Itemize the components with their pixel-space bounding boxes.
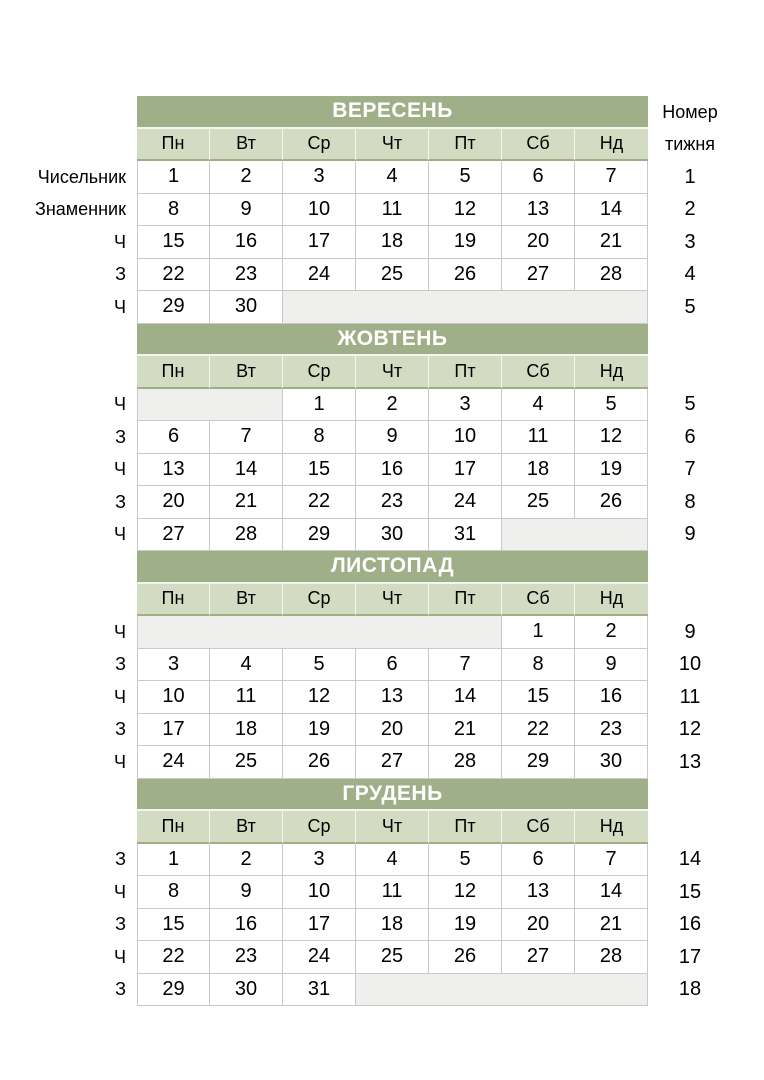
day-header-row	[0, 129, 764, 162]
date-cell: 5	[429, 844, 502, 877]
date-cell: 4	[356, 161, 429, 194]
date-cell: 1	[283, 389, 356, 422]
date-cell: 29	[137, 291, 210, 324]
row-type-label: З	[115, 426, 126, 447]
date-cell: 2	[575, 616, 648, 649]
row-type-label: Ч	[114, 296, 126, 317]
day-header-cell: Чт	[356, 129, 429, 162]
date-cell: 8	[137, 876, 210, 909]
date-cell: 23	[210, 941, 283, 974]
month-title: ВЕРЕСЕНЬ	[137, 96, 648, 129]
row-type-label: З	[115, 491, 126, 512]
date-cell: 11	[356, 876, 429, 909]
date-cell: 16	[210, 226, 283, 259]
week-row	[0, 844, 764, 877]
date-cell: 17	[283, 909, 356, 942]
month-title: ГРУДЕНЬ	[137, 779, 648, 812]
date-cell: 22	[137, 259, 210, 292]
row-type-label: Чисельник	[37, 166, 126, 187]
week-row	[0, 616, 764, 649]
week-row	[0, 161, 764, 194]
week-row	[0, 454, 764, 487]
date-cell: 16	[575, 681, 648, 714]
week-row	[0, 421, 764, 454]
date-cell: 29	[137, 974, 210, 1007]
week-row	[0, 876, 764, 909]
day-header-cell: Чт	[356, 584, 429, 617]
row-type-label: Ч	[114, 524, 126, 545]
date-cell	[356, 291, 429, 324]
day-header-cell: Сб	[502, 584, 575, 617]
day-header-cell: Пт	[429, 129, 502, 162]
date-cell	[283, 616, 356, 649]
day-header-cell: Сб	[502, 356, 575, 389]
date-cell	[575, 291, 648, 324]
date-cell: 14	[210, 454, 283, 487]
date-cell: 7	[575, 161, 648, 194]
date-cell: 20	[137, 486, 210, 519]
date-cell	[210, 616, 283, 649]
date-cell: 25	[356, 259, 429, 292]
date-cell: 16	[210, 909, 283, 942]
week-row	[0, 226, 764, 259]
date-cell: 3	[137, 649, 210, 682]
week-row	[0, 941, 764, 974]
day-header-cell: Нд	[575, 811, 648, 844]
date-cell: 12	[429, 876, 502, 909]
date-cell: 11	[356, 194, 429, 227]
date-cell: 17	[137, 714, 210, 747]
date-cell	[356, 974, 429, 1007]
day-header-cell: Сб	[502, 811, 575, 844]
date-cell	[575, 974, 648, 1007]
date-cell: 1	[137, 844, 210, 877]
date-cell: 30	[575, 746, 648, 779]
week-column-header-line1: Номер	[662, 101, 718, 122]
month-header-row	[0, 96, 764, 129]
date-cell: 13	[502, 194, 575, 227]
row-type-label: З	[115, 914, 126, 935]
week-row	[0, 714, 764, 747]
week-row	[0, 259, 764, 292]
date-cell	[137, 389, 210, 422]
week-number: 16	[678, 913, 702, 936]
week-row	[0, 291, 764, 324]
date-cell: 9	[356, 421, 429, 454]
week-number: 4	[684, 263, 696, 286]
week-number: 5	[684, 393, 696, 416]
date-cell: 23	[356, 486, 429, 519]
date-cell: 1	[137, 161, 210, 194]
date-cell: 8	[283, 421, 356, 454]
month-header-row	[0, 324, 764, 357]
month-block-1	[0, 96, 764, 324]
week-number: 8	[684, 490, 696, 513]
date-cell: 6	[137, 421, 210, 454]
month-title: ЖОВТЕНЬ	[137, 324, 648, 357]
date-cell: 19	[575, 454, 648, 487]
month-block-3	[0, 551, 764, 779]
month-header-row	[0, 779, 764, 812]
date-cell: 24	[429, 486, 502, 519]
date-cell: 18	[502, 454, 575, 487]
date-cell: 21	[429, 714, 502, 747]
date-cell: 19	[429, 226, 502, 259]
date-cell: 13	[137, 454, 210, 487]
date-cell: 18	[356, 226, 429, 259]
week-row	[0, 681, 764, 714]
date-cell: 23	[575, 714, 648, 747]
date-cell: 15	[283, 454, 356, 487]
day-header-cell: Нд	[575, 129, 648, 162]
row-type-label: З	[115, 264, 126, 285]
row-type-label: Ч	[114, 394, 126, 415]
week-number: 14	[678, 848, 702, 871]
date-cell: 8	[502, 649, 575, 682]
week-column-header-line2: тижня	[664, 134, 716, 155]
week-number: 11	[679, 685, 701, 708]
date-cell	[210, 389, 283, 422]
date-cell: 30	[210, 291, 283, 324]
date-cell: 29	[283, 519, 356, 552]
date-cell: 24	[283, 941, 356, 974]
date-cell	[502, 519, 575, 552]
week-number: 5	[684, 295, 696, 318]
date-cell: 26	[283, 746, 356, 779]
row-type-label: З	[115, 654, 126, 675]
row-type-label: Ч	[114, 621, 126, 642]
date-cell: 31	[429, 519, 502, 552]
date-cell: 22	[502, 714, 575, 747]
date-cell: 10	[137, 681, 210, 714]
row-type-label: Ч	[114, 946, 126, 967]
month-block-4	[0, 779, 764, 1007]
day-header-row	[0, 584, 764, 617]
month-title: ЛИСТОПАД	[137, 551, 648, 584]
month-header-row	[0, 551, 764, 584]
date-cell: 17	[283, 226, 356, 259]
date-cell: 13	[502, 876, 575, 909]
date-cell: 28	[575, 259, 648, 292]
date-cell: 8	[137, 194, 210, 227]
date-cell: 10	[283, 876, 356, 909]
week-number: 9	[684, 620, 696, 643]
calendar-table	[0, 96, 764, 1006]
week-number: 7	[684, 458, 696, 481]
date-cell: 5	[429, 161, 502, 194]
date-cell: 10	[283, 194, 356, 227]
date-cell: 27	[356, 746, 429, 779]
row-type-label: Ч	[114, 751, 126, 772]
day-header-cell: Пн	[137, 356, 210, 389]
week-row	[0, 746, 764, 779]
date-cell: 21	[575, 226, 648, 259]
date-cell	[429, 616, 502, 649]
date-cell	[575, 519, 648, 552]
day-header-row	[0, 811, 764, 844]
day-header-cell: Ср	[283, 811, 356, 844]
date-cell	[356, 616, 429, 649]
date-cell: 6	[502, 161, 575, 194]
date-cell: 18	[210, 714, 283, 747]
date-cell: 22	[137, 941, 210, 974]
week-number: 2	[684, 198, 696, 221]
date-cell: 30	[210, 974, 283, 1007]
date-cell: 5	[575, 389, 648, 422]
month-block-2	[0, 324, 764, 552]
date-cell: 27	[137, 519, 210, 552]
date-cell: 3	[283, 844, 356, 877]
date-cell: 26	[429, 259, 502, 292]
date-cell: 19	[283, 714, 356, 747]
date-cell: 4	[356, 844, 429, 877]
date-cell: 28	[210, 519, 283, 552]
date-cell: 6	[356, 649, 429, 682]
date-cell: 29	[502, 746, 575, 779]
day-header-cell: Вт	[210, 129, 283, 162]
date-cell: 15	[137, 909, 210, 942]
date-cell: 17	[429, 454, 502, 487]
week-row	[0, 974, 764, 1007]
date-cell: 12	[575, 421, 648, 454]
row-type-label: Ч	[114, 231, 126, 252]
day-header-cell: Вт	[210, 584, 283, 617]
week-row	[0, 519, 764, 552]
row-type-label: Знаменник	[34, 199, 126, 220]
week-row	[0, 486, 764, 519]
day-header-cell: Пт	[429, 356, 502, 389]
date-cell: 2	[356, 389, 429, 422]
date-cell: 19	[429, 909, 502, 942]
date-cell: 11	[210, 681, 283, 714]
date-cell: 10	[429, 421, 502, 454]
week-number: 9	[684, 523, 696, 546]
day-header-cell: Пт	[429, 811, 502, 844]
date-cell: 4	[210, 649, 283, 682]
row-type-label: З	[115, 849, 126, 870]
date-cell: 25	[502, 486, 575, 519]
day-header-row	[0, 356, 764, 389]
date-cell: 22	[283, 486, 356, 519]
date-cell: 3	[429, 389, 502, 422]
date-cell: 27	[502, 941, 575, 974]
date-cell: 7	[575, 844, 648, 877]
day-header-cell: Нд	[575, 356, 648, 389]
date-cell	[502, 291, 575, 324]
date-cell: 1	[502, 616, 575, 649]
date-cell: 14	[575, 876, 648, 909]
date-cell: 25	[356, 941, 429, 974]
date-cell: 9	[210, 194, 283, 227]
week-number: 3	[684, 230, 696, 253]
date-cell: 13	[356, 681, 429, 714]
date-cell: 7	[210, 421, 283, 454]
date-cell: 28	[429, 746, 502, 779]
date-cell	[283, 291, 356, 324]
date-cell: 26	[575, 486, 648, 519]
week-number: 17	[678, 945, 702, 968]
week-number: 10	[678, 653, 702, 676]
day-header-cell: Вт	[210, 356, 283, 389]
day-header-cell: Ср	[283, 356, 356, 389]
date-cell: 26	[429, 941, 502, 974]
date-cell: 12	[429, 194, 502, 227]
date-cell: 9	[210, 876, 283, 909]
week-number: 15	[678, 880, 702, 903]
date-cell: 21	[575, 909, 648, 942]
date-cell: 21	[210, 486, 283, 519]
date-cell: 30	[356, 519, 429, 552]
week-row	[0, 389, 764, 422]
week-row	[0, 909, 764, 942]
week-number: 18	[678, 978, 702, 1001]
date-cell: 31	[283, 974, 356, 1007]
row-type-label: З	[115, 979, 126, 1000]
date-cell: 24	[283, 259, 356, 292]
date-cell: 14	[429, 681, 502, 714]
date-cell: 23	[210, 259, 283, 292]
day-header-cell: Пн	[137, 811, 210, 844]
week-row	[0, 649, 764, 682]
date-cell: 15	[137, 226, 210, 259]
day-header-cell: Чт	[356, 811, 429, 844]
date-cell: 7	[429, 649, 502, 682]
date-cell: 24	[137, 746, 210, 779]
day-header-cell: Нд	[575, 584, 648, 617]
date-cell: 20	[356, 714, 429, 747]
row-type-label: Ч	[114, 881, 126, 902]
day-header-cell: Пт	[429, 584, 502, 617]
date-cell: 2	[210, 161, 283, 194]
row-type-label: Ч	[114, 459, 126, 480]
date-cell: 20	[502, 909, 575, 942]
date-cell: 15	[502, 681, 575, 714]
date-cell: 5	[283, 649, 356, 682]
date-cell: 14	[575, 194, 648, 227]
row-type-label: З	[115, 719, 126, 740]
week-row	[0, 194, 764, 227]
week-number: 6	[684, 425, 696, 448]
day-header-cell: Вт	[210, 811, 283, 844]
day-header-cell: Ср	[283, 129, 356, 162]
week-number: 1	[684, 165, 696, 188]
date-cell: 11	[502, 421, 575, 454]
date-cell: 18	[356, 909, 429, 942]
day-header-cell: Пн	[137, 584, 210, 617]
date-cell: 3	[283, 161, 356, 194]
week-number: 12	[678, 718, 702, 741]
date-cell: 12	[283, 681, 356, 714]
day-header-cell: Пн	[137, 129, 210, 162]
date-cell: 6	[502, 844, 575, 877]
day-header-cell: Чт	[356, 356, 429, 389]
date-cell	[137, 616, 210, 649]
day-header-cell: Сб	[502, 129, 575, 162]
date-cell	[429, 974, 502, 1007]
date-cell: 9	[575, 649, 648, 682]
date-cell: 2	[210, 844, 283, 877]
date-cell: 4	[502, 389, 575, 422]
day-header-cell: Ср	[283, 584, 356, 617]
date-cell: 28	[575, 941, 648, 974]
date-cell: 20	[502, 226, 575, 259]
date-cell: 25	[210, 746, 283, 779]
date-cell: 16	[356, 454, 429, 487]
date-cell	[429, 291, 502, 324]
row-type-label: Ч	[114, 686, 126, 707]
date-cell	[502, 974, 575, 1007]
week-number: 13	[678, 750, 702, 773]
date-cell: 27	[502, 259, 575, 292]
